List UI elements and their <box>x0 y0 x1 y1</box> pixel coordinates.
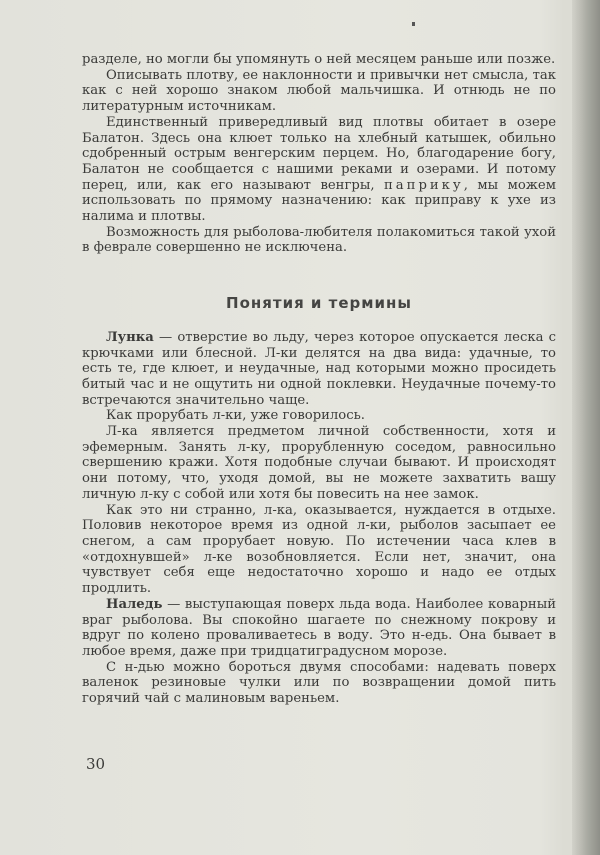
page-number: 30 <box>86 755 106 773</box>
paragraph: разделе, но могли бы упомянуть о ней месяцем раньше или позже. <box>82 52 556 67</box>
paragraph: Возможность для рыболова-любителя полакомиться такой ухой в феврале совершенно не исключена. <box>82 224 556 256</box>
page-body <box>82 52 556 707</box>
term-definition: — выступающая поверх льда вода. Наиболее коварный враг рыболова. Вы спокойно шагаете по снежному покрову и вдруг по колено проваливаетесь в воду. Это н-едь. Она бывает в любое время, даже при тридцатиградусном морозе. <box>82 596 556 659</box>
term-entry <box>82 330 556 409</box>
paragraph: С н-дью можно бороться двумя способами: надевать поверх валенок резиновые чулки или по возвращении домой пить горячий чай с малиновым вареньем. <box>82 659 556 707</box>
term-definition: — отверстие во льду, через которое опускается леска с крючками или блесной. Л-ки делятся на два вида: удачные, то есть те, где клюет, и неудачные, над которыми можно просидеть битый час и не ощутить ни одной поклевки. Неудачные почему-то встречаются значительно чаще. <box>82 329 556 408</box>
paragraph: Л-ка является предметом личной собственности, хотя и эфемерным. Занять л-ку, прорубленную соседом, равносильно свершению кражи. Хотя подобные случаи бывают. И происходят они потому, что, уходя домой, вы не можете захватить вашу личную л-ку с собой или хотя бы повесить на нее замок. <box>82 424 556 502</box>
paragraph: Как это ни странно, л-ка, оказывается, нуждается в отдыхе. Половив некоторое время из одной л-ки, рыболов засыпает ее снегом, а сам прорубает новую. По истечении часа клев в «отдохнувшей» л-ке возобновляется. Если нет, значит, она чувствует себя еще недостаточно хорошо и надо ее отдых продлить. <box>82 502 556 597</box>
term-name: Наледь <box>106 596 163 612</box>
paragraph: Как прорубать л-ки, уже говорилось. <box>106 408 365 424</box>
spaced-word: паприку <box>384 177 464 193</box>
print-speck <box>412 22 415 26</box>
paragraph: Описывать плотву, ее наклонности и привычки нет смысла, так как с ней хорошо знаком любой мальчишка. И отнюдь не по литературным источникам. <box>82 67 556 115</box>
paragraph <box>82 115 556 225</box>
term-entry <box>82 597 556 660</box>
section-heading: Понятия и термины <box>226 294 412 313</box>
paragraph-text: Единственный привередливый вид плотвы обитает в озере Балатон. Здесь она клюет только на хлебный катышек, обильно сдобренный острым венгерским перцем. Но, благодарение богу, Балатон не сообщается с нашими реками и озерами. И потому перец, или, как его называют венгры, <box>82 114 556 193</box>
book-spine-shadow <box>572 0 600 855</box>
term-name: Лунка <box>106 329 154 345</box>
paragraph-text: , мы можем использовать по прямому назначению: как приправу к ухе из налима и плотвы. <box>82 177 556 225</box>
